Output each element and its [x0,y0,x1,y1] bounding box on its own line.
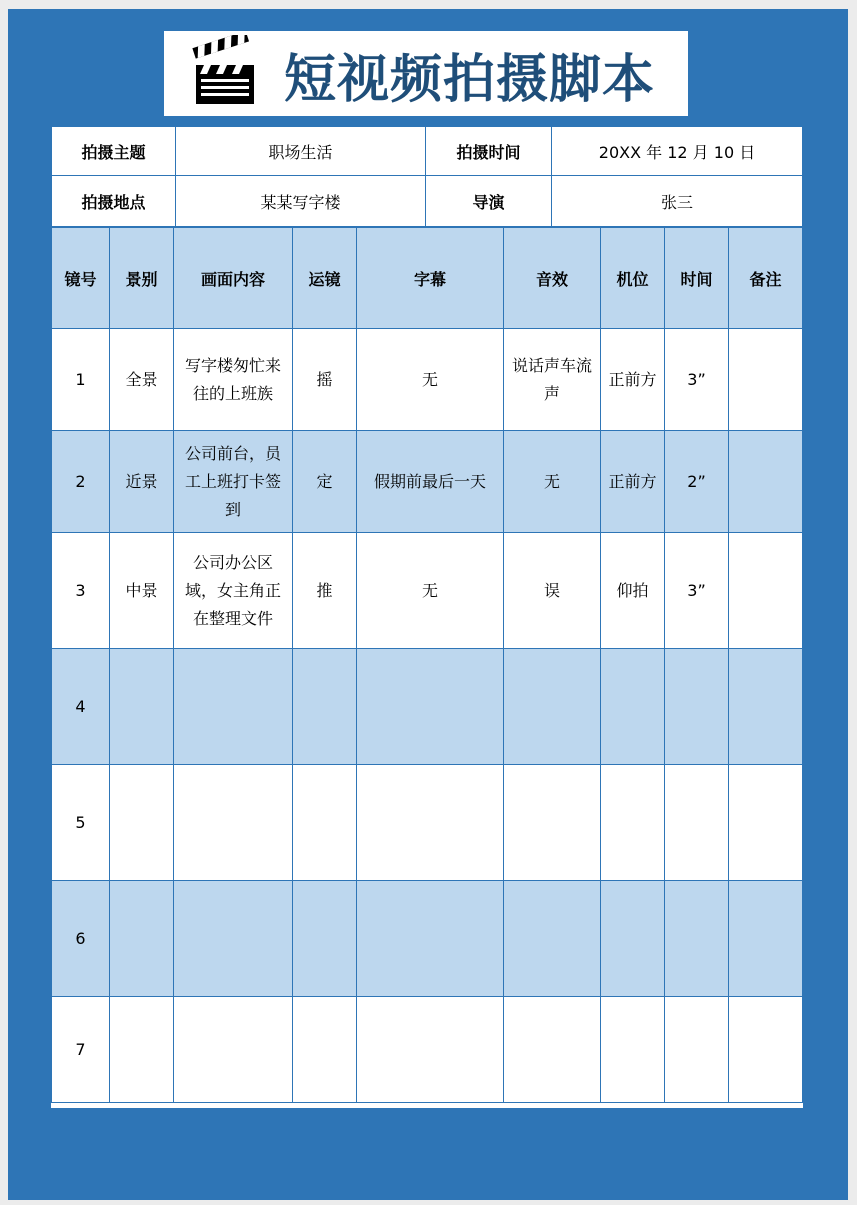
cell-time[interactable]: 3” [665,533,729,649]
cell-position[interactable] [601,997,665,1103]
cell-sound[interactable] [504,649,601,765]
cell-time[interactable] [665,881,729,997]
cell-caption[interactable] [357,881,504,997]
cell-camera-move[interactable] [293,881,357,997]
cell-note[interactable] [729,649,803,765]
cell-shot-no[interactable]: 3 [52,533,110,649]
page-title: 短视频拍摄脚本 [284,49,656,110]
cell-caption[interactable]: 无 [357,329,504,431]
cell-caption[interactable]: 无 [357,533,504,649]
table-row [52,431,803,533]
cell-shot-size[interactable] [110,765,174,881]
cell-note[interactable] [729,431,803,533]
subject-label: 拍摄主题 [52,127,176,176]
cell-caption[interactable] [357,765,504,881]
table-row [52,649,803,765]
cell-shot-size[interactable] [110,649,174,765]
location-label: 拍摄地点 [52,176,176,227]
table-row [52,881,803,997]
cell-note[interactable] [729,997,803,1103]
time-label: 拍摄时间 [426,127,552,176]
cell-shot-size[interactable]: 近景 [110,431,174,533]
cell-sound[interactable] [504,881,601,997]
cell-content[interactable] [174,881,293,997]
subject-value[interactable]: 职场生活 [176,127,426,176]
cell-position[interactable] [601,765,665,881]
col-header-note: 备注 [729,228,803,329]
col-header-shot-size: 景别 [110,228,174,329]
cell-camera-move[interactable]: 摇 [293,329,357,431]
cell-note[interactable] [729,765,803,881]
cell-time[interactable]: 3” [665,329,729,431]
cell-camera-move[interactable] [293,649,357,765]
cell-shot-no[interactable]: 4 [52,649,110,765]
cell-shot-no[interactable]: 2 [52,431,110,533]
cell-sound[interactable] [504,765,601,881]
cell-sound[interactable]: 说话声车流声 [504,329,601,431]
info-table [51,126,803,227]
cell-shot-no[interactable]: 6 [52,881,110,997]
cell-position[interactable]: 仰拍 [601,533,665,649]
cell-position[interactable] [601,881,665,997]
cell-camera-move[interactable] [293,765,357,881]
cell-shot-size[interactable]: 中景 [110,533,174,649]
cell-content[interactable] [174,765,293,881]
cell-camera-move[interactable]: 推 [293,533,357,649]
cell-position[interactable]: 正前方 [601,431,665,533]
cell-shot-size[interactable] [110,997,174,1103]
table-row [52,997,803,1103]
cell-camera-move[interactable]: 定 [293,431,357,533]
col-header-time: 时间 [665,228,729,329]
cell-camera-move[interactable] [293,997,357,1103]
cell-content[interactable] [174,649,293,765]
cell-shot-size[interactable] [110,881,174,997]
cell-sound[interactable] [504,997,601,1103]
cell-caption[interactable] [357,649,504,765]
cell-note[interactable] [729,329,803,431]
cell-time[interactable] [665,997,729,1103]
director-label: 导演 [426,176,552,227]
col-header-content: 画面内容 [174,228,293,329]
table-row [52,765,803,881]
location-value[interactable]: 某某写字楼 [176,176,426,227]
col-header-position: 机位 [601,228,665,329]
cell-caption[interactable]: 假期前最后一天 [357,431,504,533]
cell-content[interactable]: 公司前台，员工上班打卡签到 [174,431,293,533]
col-header-caption: 字幕 [357,228,504,329]
col-header-sound: 音效 [504,228,601,329]
cell-sound[interactable]: 误 [504,533,601,649]
table-row [52,329,803,431]
shot-table [51,227,803,1103]
clapperboard-icon [192,35,258,105]
cell-position[interactable] [601,649,665,765]
cell-shot-no[interactable]: 1 [52,329,110,431]
title-banner [164,31,688,116]
cell-shot-no[interactable]: 7 [52,997,110,1103]
col-header-camera-move: 运镜 [293,228,357,329]
cell-content[interactable]: 公司办公区域，女主角正在整理文件 [174,533,293,649]
cell-sound[interactable]: 无 [504,431,601,533]
cell-shot-no[interactable]: 5 [52,765,110,881]
cell-position[interactable]: 正前方 [601,329,665,431]
col-header-shot-no: 镜号 [52,228,110,329]
table-row [52,533,803,649]
cell-time[interactable] [665,649,729,765]
cell-content[interactable] [174,997,293,1103]
director-value[interactable]: 张三 [552,176,803,227]
time-value[interactable]: 20XX 年 12 月 10 日 [552,127,803,176]
cell-time[interactable] [665,765,729,881]
cell-content[interactable]: 写字楼匆忙来往的上班族 [174,329,293,431]
cell-shot-size[interactable]: 全景 [110,329,174,431]
header-row [52,228,803,329]
cell-note[interactable] [729,881,803,997]
cell-note[interactable] [729,533,803,649]
cell-caption[interactable] [357,997,504,1103]
cell-time[interactable]: 2” [665,431,729,533]
